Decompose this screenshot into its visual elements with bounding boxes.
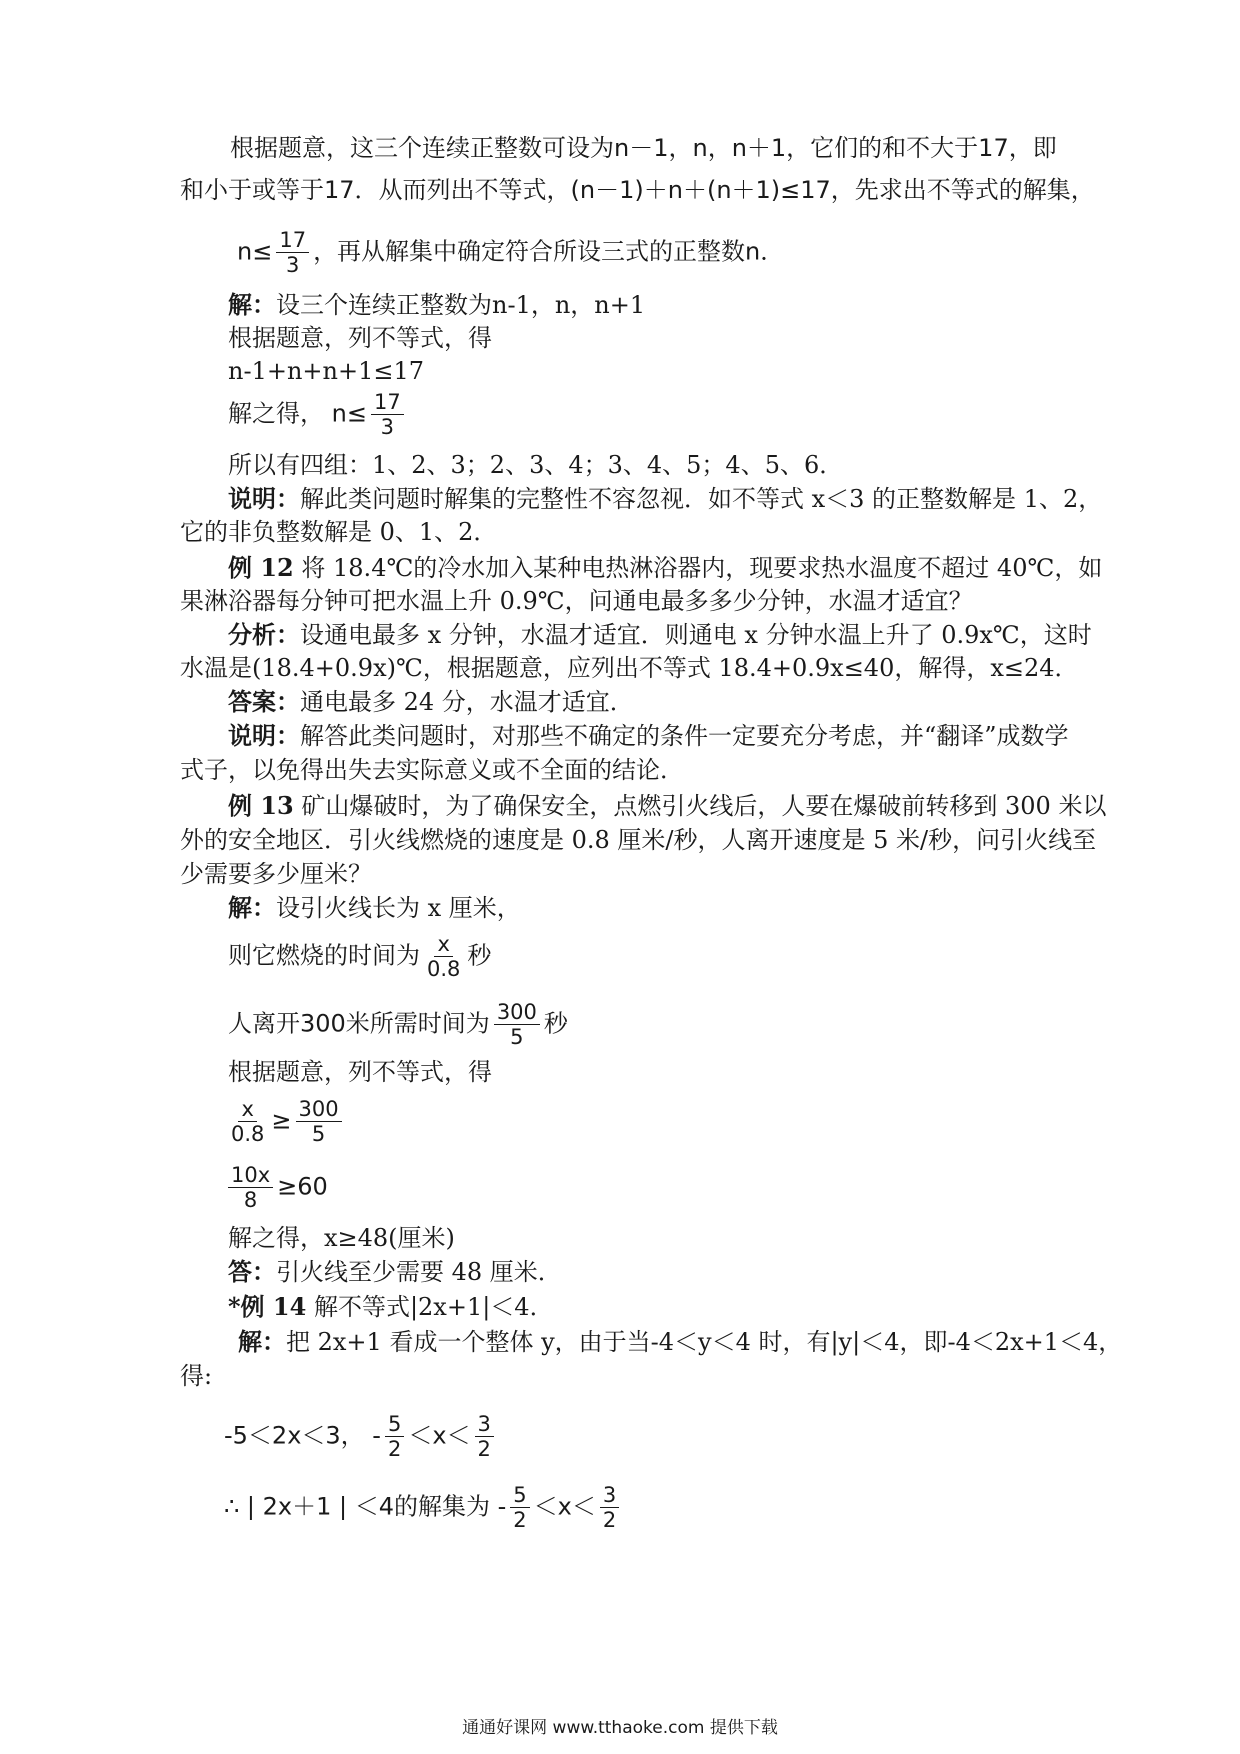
- analysis-line-1: 根据题意，这三个连续正整数可设为n－1，n，n＋1，它们的和不大于17，即: [230, 134, 1057, 162]
- fraction-numerator: 3: [475, 1412, 494, 1437]
- fraction-300-5: [494, 1000, 540, 1049]
- analysis-line-3: [237, 228, 784, 277]
- solution-text: 设三个连续正整数为n-1，n，n+1: [276, 291, 646, 319]
- answer-13-line: [228, 1257, 562, 1287]
- fraction-denominator: 2: [477, 1437, 491, 1461]
- example-12-line-2: 果淋浴器每分钟可把水温上升 0.9℃，问通电最多多少分钟，水温才适宜？: [180, 587, 973, 615]
- solution-14-line-4-pre: ∴ | 2x＋1 | ＜4的解集为 -: [224, 1492, 507, 1521]
- solution-14-line-1: [238, 1327, 1122, 1357]
- escape-time-pre: 人离开300米所需时间为: [228, 1009, 490, 1038]
- fraction-denominator: 3: [380, 415, 394, 439]
- fraction-denominator: 0.8: [427, 957, 461, 981]
- analysis-line-3-post: ，再从解集中确定符合所设三式的正整数n．: [313, 237, 785, 266]
- note-label: 说明：: [228, 721, 300, 750]
- answer-text: 通电最多 24 分，水温才适宜．: [300, 688, 634, 716]
- analysis-line-3-pre: n≤: [237, 237, 273, 266]
- example-14-text: 解不等式|2x+1|＜4．: [306, 1293, 554, 1321]
- solution-line-2: 根据题意，列不等式，得: [228, 324, 492, 352]
- note-line-2: 它的非负整数解是 0、1、2．: [180, 518, 498, 546]
- fraction-numerator: 10x: [228, 1163, 273, 1188]
- solution-14-line-4-mid: ＜x＜: [533, 1492, 596, 1521]
- fraction-numerator: x: [238, 1097, 256, 1122]
- fraction-3-2: [600, 1483, 619, 1532]
- inequality-operator: ≥: [271, 1106, 292, 1135]
- solution-13-inequality-1: [224, 1097, 346, 1146]
- fraction-5-2: [385, 1412, 404, 1461]
- page-footer: 通通好课网 www.tthaoke.com 提供下载: [462, 1718, 778, 1738]
- example-12-line-1: [228, 553, 1102, 583]
- escape-time-post: 秒: [543, 1009, 568, 1038]
- analysis-12-line-2: 水温是(18.4+0.9x)℃，根据题意，应列出不等式 18.4+0.9x≤40，解得，x≤24．: [180, 654, 1079, 682]
- solution-label: 解：: [228, 290, 276, 319]
- fraction-numerator: 300: [296, 1097, 342, 1122]
- fraction-5-2: [510, 1483, 529, 1532]
- note-line-1: [228, 484, 1102, 514]
- fraction-denominator: 2: [602, 1508, 617, 1532]
- example-13-line-2: 外的安全地区．引火线燃烧的速度是 0.8 厘米/秒，人离开速度是 5 米/秒，问引火线至: [180, 826, 1097, 854]
- fraction-denominator: 8: [243, 1188, 258, 1212]
- burn-time-post: 秒: [467, 941, 492, 970]
- fraction-numerator: 5: [385, 1412, 404, 1437]
- note-label: 说明：: [228, 484, 300, 513]
- example-12-label: 例 12: [228, 553, 294, 582]
- fraction-numerator: x: [434, 932, 452, 957]
- fraction-17-3: [276, 228, 309, 277]
- solution-line-4-pre: 解之得， n≤: [228, 399, 367, 428]
- solution-14-line-2: 得:: [180, 1362, 213, 1390]
- solution-14-line-3-pre: -5＜2x＜3， -: [224, 1421, 381, 1450]
- solution-13-line-7: 解之得，x≥48(厘米): [228, 1224, 455, 1252]
- answer-text: 引火线至少需要 48 厘米．: [276, 1258, 562, 1286]
- solution-13-line-3: [228, 1000, 568, 1049]
- analysis-line-2: 和小于或等于17．从而列出不等式，(n－1)＋n＋(n＋1)≤17，先求出不等式的解集，: [180, 176, 1095, 204]
- solution-line-4: [228, 390, 408, 439]
- example-13-line-1: [228, 791, 1106, 821]
- solution-13-line-1: [228, 893, 521, 923]
- example-13-label: 例 13: [228, 791, 294, 820]
- fraction-10x-8: [228, 1163, 273, 1212]
- solution-14-line-4: [224, 1483, 623, 1532]
- solution-label: 解：: [238, 1327, 286, 1356]
- fraction-denominator: 0.8: [231, 1122, 265, 1146]
- fraction-300-5: [296, 1097, 342, 1146]
- solution-13-line-4: 根据题意，列不等式，得: [228, 1058, 492, 1086]
- solution-line-1: [228, 290, 645, 320]
- solution-line-3: n-1+n+n+1≤17: [228, 357, 424, 385]
- solution-13-line-2: [228, 932, 491, 981]
- fraction-x-0.8: [228, 1097, 267, 1146]
- fraction-3-2: [475, 1412, 494, 1461]
- fraction-numerator: 3: [600, 1483, 619, 1508]
- note-12-line-2: 式子，以免得出失去实际意义或不全面的结论．: [180, 756, 684, 784]
- analysis-label: 分析：: [228, 620, 300, 649]
- fraction-x-0.8: [424, 932, 463, 981]
- fraction-numerator: 17: [371, 390, 404, 415]
- burn-time-pre: 则它燃烧的时间为: [228, 941, 420, 970]
- fraction-17-3: [371, 390, 404, 439]
- solution-14-line-3: [224, 1412, 498, 1461]
- analysis-12-line-1: [228, 620, 1092, 650]
- fraction-denominator: 2: [513, 1508, 527, 1532]
- solution-line-5: 所以有四组：1、2、3；2、3、4；3、4、5；4、5、6．: [228, 451, 844, 479]
- note-12-line-1: [228, 721, 1069, 751]
- answer-label: 答案：: [228, 687, 300, 716]
- example-14-line-1: [228, 1292, 554, 1322]
- fraction-numerator: 300: [494, 1000, 540, 1025]
- inequality-rhs: ≥60: [277, 1172, 328, 1201]
- fraction-denominator: 5: [311, 1122, 326, 1146]
- fraction-numerator: 17: [276, 228, 309, 253]
- example-13-text: 矿山爆破时，为了确保安全，点燃引火线后，人要在爆破前转移到 300 米以: [293, 792, 1107, 820]
- fraction-denominator: 3: [286, 253, 300, 277]
- fraction-denominator: 5: [510, 1025, 524, 1049]
- solution-label: 解：: [228, 893, 276, 922]
- solution-14-line-3-mid: ＜x＜: [408, 1421, 471, 1450]
- solution-text: 把 2x+1 看成一个整体 y，由于当-4＜y＜4 时，有|y|＜4，即-4＜2x+1＜4，: [286, 1328, 1123, 1356]
- note-text: 解此类问题时解集的完整性不容忽视．如不等式 x＜3 的正整数解是 1、2，: [300, 485, 1103, 513]
- example-12-text: 将 18.4℃的冷水加入某种电热淋浴器内，现要求热水温度不超过 40℃，如: [293, 554, 1103, 582]
- answer-label: 答：: [228, 1257, 276, 1286]
- solution-text: 设引火线长为 x 厘米，: [276, 894, 521, 922]
- solution-13-inequality-2: [224, 1163, 328, 1212]
- analysis-text: 设通电最多 x 分钟，水温才适宜．则通电 x 分钟水温上升了 0.9x℃，这时: [300, 621, 1092, 649]
- example-13-line-3: 少需要多少厘米？: [180, 860, 372, 888]
- answer-12-line: [228, 687, 634, 717]
- fraction-denominator: 2: [387, 1437, 402, 1461]
- example-14-label: *例 14: [228, 1292, 307, 1321]
- fraction-numerator: 5: [510, 1483, 529, 1508]
- note-text: 解答此类问题时，对那些不确定的条件一定要充分考虑，并“翻译”成数学: [300, 722, 1069, 750]
